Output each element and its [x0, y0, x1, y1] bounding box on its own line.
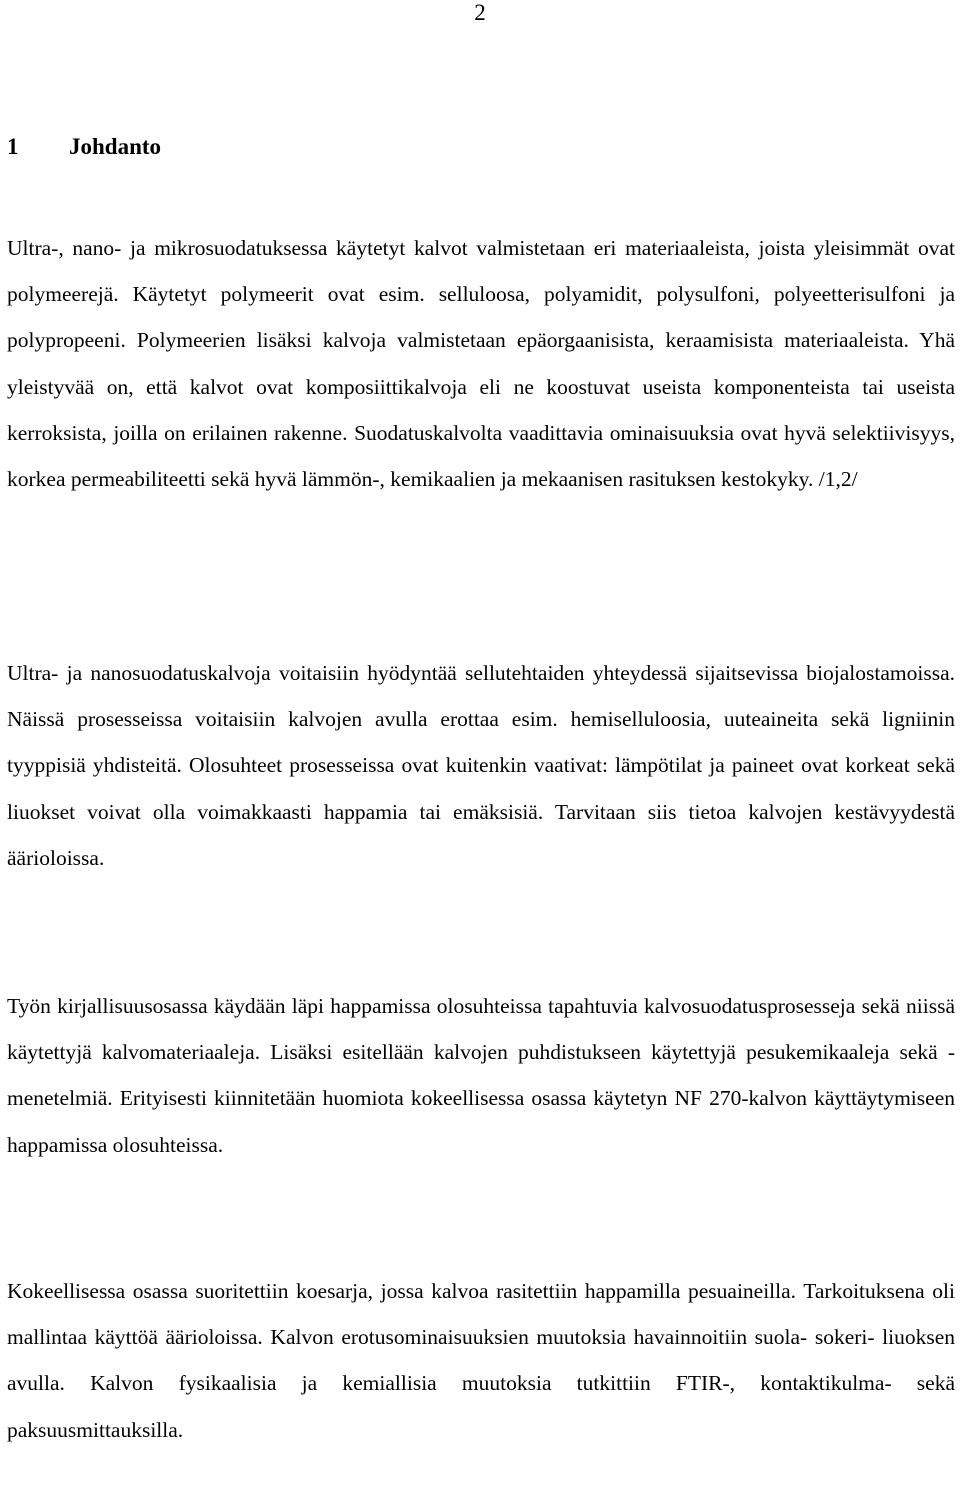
- paragraph: Kokeellisessa osassa suoritettiin koesarja, jossa kalvoa rasitettiin happamilla pesuaineilla. Tarkoituksena oli mallintaa käyttöä äärioloissa. Kalvon erotusominaisuuksien muutoksia havainnoitiin suola- sokeri- liuoksen avulla. Kalvon fysikaalisia ja kemiallisia muutoksia tutkittiin FTIR-, kontaktikulma- sekä paksuusmittauksilla.: [7, 1279, 955, 1442]
- section-heading: [7, 132, 161, 162]
- paragraph: Työn kirjallisuusosassa käydään läpi happamissa olosuhteissa tapahtuvia kalvosuodatusprosesseja sekä niissä käytettyjä kalvomateriaaleja. Lisäksi esitellään kalvojen puhdistukseen käytettyjä pesukemikaaleja sekä -menetelmiä. Erityisesti kiinnitetään huomiota kokeellisessa osassa käytetyn NF 270-kalvon käyttäytymiseen happamissa olosuhteissa.: [7, 994, 955, 1157]
- section-title: Johdanto: [69, 134, 162, 159]
- page-number: 2: [474, 0, 486, 25]
- paragraph: Ultra-, nano- ja mikrosuodatuksessa käytetyt kalvot valmistetaan eri materiaaleista, joista yleisimmät ovat polymeerejä. Käytetyt polymeerit ovat esim. selluloosa, polyamidit, polysulfoni, polyeetterisulfoni ja polypropeeni. Polymeerien lisäksi kalvoja valmistetaan epäorgaanisista, keraamisista materiaaleista. Yhä yleistyvää on, että kalvot ovat komposiittikalvoja eli ne koostuvat useista komponenteista tai useista kerroksista, joilla on erilainen rakenne. Suodatuskalvolta vaadittavia ominaisuuksia ovat hyvä selektiivisyys, korkea permeabiliteetti sekä hyvä lämmön-, kemikaalien ja mekaanisen rasituksen kestokyky. /1,2/: [7, 236, 955, 492]
- section-number: 1: [7, 134, 19, 159]
- paragraph: Ultra- ja nanosuodatuskalvoja voitaisiin hyödyntää sellutehtaiden yhteydessä sijaitsevissa biojalostamoissa. Näissä prosesseissa voitaisiin kalvojen avulla erottaa esim. hemiselluloosia, uuteaineita sekä ligniinin tyyppisiä yhdisteitä. Olosuhteet prosesseissa ovat kuitenkin vaativat: lämpötilat ja paineet ovat korkeat sekä liuokset voivat olla voimakkaasti happamia tai emäksisiä. Tarvitaan siis tietoa kalvojen kestävyydestä äärioloissa.: [7, 661, 955, 870]
